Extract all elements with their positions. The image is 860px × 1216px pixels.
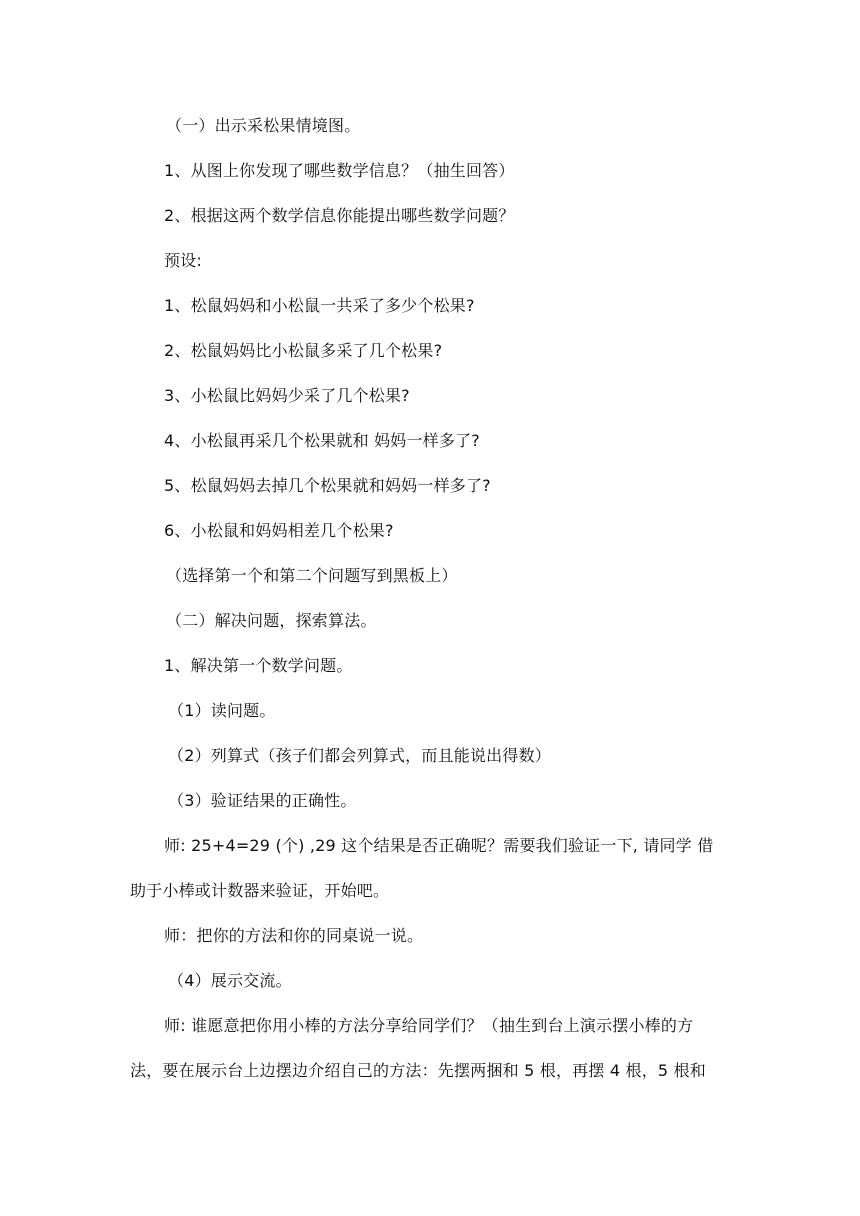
- paragraph-line: 2、松鼠妈妈比小松鼠多采了几个松果?: [164, 341, 443, 360]
- paragraph-line: 4、小松鼠再采几个松果就和 妈妈一样多了?: [164, 431, 480, 450]
- paragraph-line: （1）读问题。: [168, 701, 276, 720]
- paragraph-line: （选择第一个和第二个问题写到黑板上）: [166, 566, 458, 585]
- paragraph-line: 1、解决第一个数学问题。: [164, 656, 353, 675]
- paragraph-line: 5、松鼠妈妈去掉几个松果就和妈妈一样多了?: [164, 476, 491, 495]
- paragraph-line: （4）展示交流。: [168, 971, 292, 990]
- paragraph-line: 6、小松鼠和妈妈相差几个松果?: [164, 521, 394, 540]
- paragraph-line: 1、松鼠妈妈和小松鼠一共采了多少个松果?: [164, 296, 475, 315]
- paragraph-line: 师：把你的方法和你的同桌说一说。: [164, 926, 424, 945]
- paragraph-line: 师: 谁愿意把你用小棒的方法分享给同学们？（抽生到台上演示摆小棒的方: [164, 1016, 694, 1035]
- paragraph-line: 1、从图上你发现了哪些数学信息？（抽生回答）: [164, 161, 515, 180]
- paragraph-line: 3、小松鼠比妈妈少采了几个松果?: [164, 386, 410, 405]
- paragraph-line: 法，要在展示台上边摆边介绍自己的方法：先摆两捆和 5 根，再摆 4 根，5 根和: [130, 1061, 706, 1080]
- paragraph-line: （3）验证结果的正确性。: [168, 791, 357, 810]
- paragraph-line: （2）列算式（孩子们都会列算式，而且能说出得数）: [168, 746, 551, 765]
- section-heading-1: （一）出示采松果情境图。: [166, 116, 361, 135]
- paragraph-line: 2、根据这两个数学信息你能提出哪些数学问题？: [164, 206, 515, 225]
- paragraph-line: 预设:: [164, 251, 202, 270]
- paragraph-line: 师: 25+4=29 (个) ,29 这个结果是否正确呢？需要我们验证一下, 请同学 借: [164, 836, 714, 855]
- section-heading-2: （二）解决问题，探索算法。: [166, 611, 377, 630]
- paragraph-line: 助于小棒或计数器来验证，开始吧。: [130, 881, 390, 900]
